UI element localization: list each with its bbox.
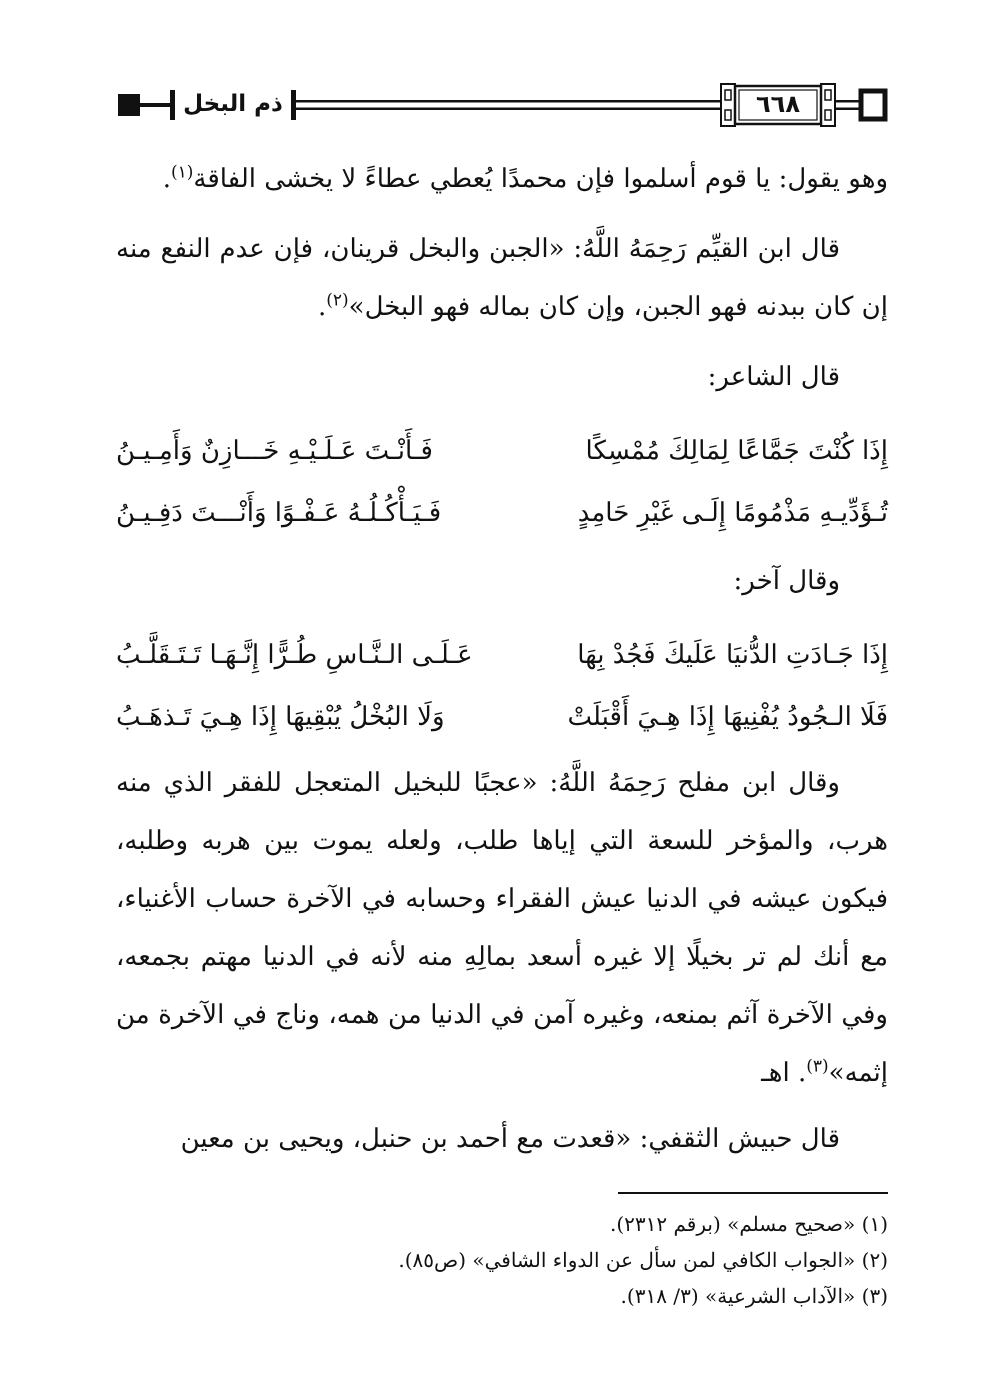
footnote-ref-2: (٢) <box>326 290 349 311</box>
verse-first-half: إِذَا جَـادَتِ الدُّنيَا عَلَيكَ فَجُدْ بِهَا <box>577 640 888 670</box>
footnotes <box>116 1192 888 1314</box>
verse-line <box>116 482 888 544</box>
poem-2 <box>116 624 888 748</box>
page-number: ٦٦٨ <box>756 90 800 118</box>
verse-first-half: فَلَا الـجُودُ يُفْنِيهَا إِذَا هِـيَ أَقْبَلَتْ <box>567 702 888 732</box>
footnote-2: (٢) «الجواب الكافي لمن سأل عن الدواء الشافي» (ص٨٥). <box>398 1248 888 1272</box>
paragraph-3: وقال ابن مفلح رَحِمَهُ اللَّهُ: «عجبًا للبخيل المتعجل للفقر الذي منه هرب، والمؤخر للسعة التي إياها طلب، ولعله يموت بين هربه وطلبه، فيكون عيشه في الدنيا عيش الفقراء وحسابه في الآخرة حساب الأغنياء، مع أنك لم تر بخيلًا إلا غيره أسعد بمالِهِ منه لأنه في الدنيا مهتم بجمعه، وفي الآخرة آثم بمنعه، وغيره آمن في الدنيا من همه، وناج في الآخرة من إثمه»$^{(٣)}$. اهـ <box>116 768 888 1088</box>
footnote-ref-3: (٣) <box>806 1056 829 1077</box>
verse-first-half: تُـؤَدِّيـهِ مَذْمُومًا إِلَـى غَيْرِ حَامِدٍ <box>577 498 888 528</box>
footnote-1: (١) «صحيح مسلم» (برقم ٢٣١٢). <box>609 1212 888 1236</box>
verse-second-half: فَـيَـأْكُـلُـهُ عَـفْـوًا وَأَنْـــتَ دَفِـيـنُ <box>116 498 442 528</box>
paragraph-2: قال ابن القيِّم رَحِمَهُ اللَّهُ: «الجبن والبخل قرينان، فإن عدم النفع منه إن كان ببدنه فهو الجبن، وإن كان بماله فهو البخل»$^{(٢)}$. <box>116 234 888 322</box>
verse-line <box>116 686 888 748</box>
footnote-ref-1: (١) <box>170 162 194 183</box>
verse-line <box>116 624 888 686</box>
verse-second-half: عَـلَـى الـنَّـاسِ طُـرًّا إِنَّـهَـا تَـتَـقَلَّـبُ <box>116 640 473 670</box>
paragraph-4: قال حبيش الثقفي: «قعدت مع أحمد بن حنبل، ويحيى بن معين <box>180 1124 840 1154</box>
verse-first-half: إِذَا كُنْتَ جَمَّاعًا لِمَالِكَ مُمْسِكًا <box>585 436 888 466</box>
page-body <box>116 150 888 1168</box>
verse-second-half: فَـأَنْـتَ عَـلَـيْـهِ خَـــازِنٌ وَأَمِـيـنُ <box>116 436 433 466</box>
verse-second-half: وَلَا البُخْلُ يُبْقِيهَا إِذَا هِـيَ تَـذهَـبُ <box>116 702 445 732</box>
footnote-separator <box>618 1192 888 1194</box>
running-header <box>116 82 888 128</box>
poet-intro-2: وقال آخر: <box>733 566 840 596</box>
poet-intro-1: قال الشاعر: <box>707 362 840 392</box>
footnote-3: (٣) «الآداب الشرعية» (٣/ ٣١٨). <box>620 1284 888 1308</box>
poem-1 <box>116 420 888 544</box>
paragraph-1: وهو يقول: يا قوم أسلموا فإن محمدًا يُعطي عطاءً لا يخشى الفاقة$^{(١)}$. <box>162 162 888 194</box>
verse-line <box>116 420 888 482</box>
header-title: ذم البخل <box>178 86 288 122</box>
